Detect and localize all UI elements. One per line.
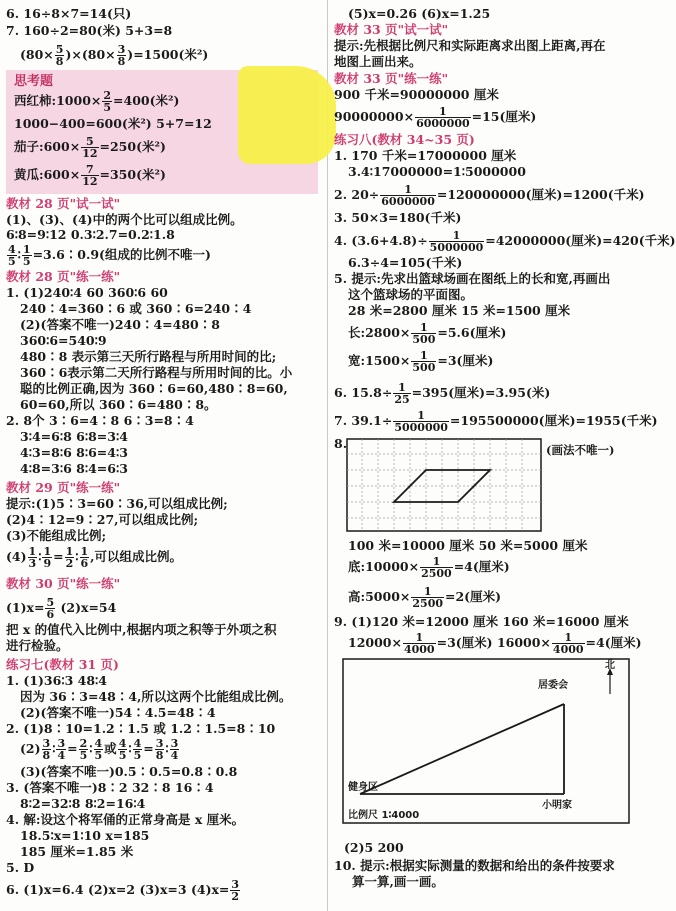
answer-line: 4. (3.6+4.8)÷ $\frac{1}{5000000}$ =42000000(厘米)=420(千米) — [334, 229, 676, 254]
answer-line: 185 厘米=1.85 米 — [20, 844, 134, 859]
fraction: $\frac{1}{4000}$ — [403, 631, 435, 656]
answer-line: 360∶6=540∶9 — [20, 333, 107, 348]
answer-line: 进行检验。 — [6, 638, 69, 653]
answer-line: 9. (1)120 米=12000 厘米 160 米=16000 厘米 — [334, 614, 629, 629]
fraction: $\frac{1}{3}$ — [28, 545, 37, 570]
answer-line: (4) $\frac{1}{3}$ ∶ $\frac{1}{9}$ = $\frac{1}{2}$ ∶ $\frac{1}{6}$ ,可以组成比例。 — [6, 545, 183, 570]
answer-line: (2)4∶12=9∶27,可以组成比例; — [6, 512, 199, 527]
answer-line: 6. 15.8÷ $\frac{1}{25}$ =395(厘米)=3.95(米) — [334, 381, 551, 406]
fraction: $\frac{1}{25}$ — [394, 381, 410, 406]
answer-line: 6. 16÷8×7=14(只) — [6, 6, 132, 21]
answer-line: (3)不能组成比例; — [6, 528, 107, 543]
answer-line: 100 米=10000 厘米 50 米=5000 厘米 — [348, 538, 588, 553]
fraction: $\frac{1}{2}$ — [65, 545, 74, 570]
section-heading: 教材 29 页"练一练" — [6, 480, 121, 495]
section-heading: 教材 30 页"练一练" — [6, 576, 121, 591]
answer-line: (80× $\frac{5}{8}$ )×(80× $\frac{3}{8}$ )=1500(米²) — [20, 43, 209, 68]
fraction: $\frac{3}{2}$ — [231, 878, 240, 903]
fraction: $\frac{1}{9}$ — [43, 545, 52, 570]
answer-line: 聪的比例正确,因为 360∶6=60,480∶8=60, — [20, 381, 288, 396]
answer-line: 1. (1)240∶4 60 360∶6 60 — [6, 285, 168, 300]
answer-line: 360∶6表示第二天所行路程与所用时间的比。小 — [20, 365, 293, 380]
answer-line: 4. 解:设这个将军俑的正常身高是 x 厘米。 — [6, 812, 245, 827]
fraction: $\frac{4}{5}$ — [8, 243, 16, 268]
answer-line: 28 米=2800 厘米 15 米=1500 厘米 — [348, 303, 571, 318]
answer-line: (5)x=0.26 (6)x=1.25 — [348, 6, 491, 21]
answer-line: 茄子:600× $\frac{5}{12}$ =250(米²) — [14, 135, 166, 160]
answer-line: 提示:先根据比例尺和实际距离求出图上距离,再在 — [334, 38, 606, 53]
committee-label: 居委会 — [538, 680, 568, 691]
answer-line: 3. (答案不唯一)8∶2 32∶8 16∶4 — [6, 780, 214, 795]
fraction: $\frac{1}{500}$ — [412, 321, 436, 346]
section-heading: 教材 28 页"练一练" — [6, 269, 121, 284]
answer-line: 6∶8=9∶12 0.3∶2.7=0.2∶1.8 — [6, 227, 175, 242]
answer-line: 底:10000× $\frac{1}{2500}$ =4(厘米) — [348, 555, 510, 580]
answer-line: 黄瓜:600× $\frac{7}{12}$ =350(米²) — [14, 163, 166, 188]
question-number: 8. — [334, 436, 348, 451]
answer-line: 提示:(1)5∶3=60∶36,可以组成比例; — [6, 496, 228, 511]
answer-line: (1)、(3)、(4)中的两个比可以组成比例。 — [6, 212, 243, 227]
fraction: $\frac{1}{6000000}$ — [381, 183, 435, 208]
fraction: $\frac{5}{12}$ — [82, 135, 98, 160]
fraction: $\frac{2}{5}$ — [103, 89, 112, 114]
fraction: $\frac{5}{6}$ — [46, 596, 55, 621]
fraction: $\frac{4}{5}$ — [118, 737, 127, 762]
answer-line: 2. (1)8∶10=1.2∶1.5 或 1.2∶1.5=8∶10 — [6, 721, 276, 736]
section-heading: 教材 33 页"练一练" — [334, 71, 449, 86]
answer-line: (2)(答案不唯一)54∶4.5=48∶4 — [20, 705, 216, 720]
answer-line: 8∶2=32∶8 8∶2=16∶4 — [20, 796, 146, 811]
fraction: $\frac{3}{8}$ — [42, 737, 51, 762]
answer-line: (1)x= $\frac{5}{6}$ (2)x=54 — [6, 596, 117, 621]
fraction: $\frac{5}{8}$ — [55, 43, 64, 68]
answer-line: 1. (1)36∶3 48∶4 — [6, 673, 107, 688]
answer-line: 5. 提示:先求出篮球场画在图纸上的长和宽,再画出 — [334, 271, 611, 286]
answer-line: 宽:1500× $\frac{1}{500}$ =3(厘米) — [348, 349, 494, 374]
section-heading: 练习八(教材 34~35 页) — [334, 132, 475, 147]
answer-line: 因为 36∶3=48∶4,所以这两个比能组成比例。 — [20, 689, 292, 704]
answer-line: 高:5000× $\frac{1}{2500}$ =2(厘米) — [348, 585, 502, 610]
answer-line: 地图上画出来。 — [334, 54, 422, 69]
section-heading: 教材 33 页"试一试" — [334, 22, 449, 37]
community-map-drawing — [342, 658, 632, 826]
answer-line: 480∶8 表示第三天所行路程与所用时间的比; — [20, 349, 277, 364]
answer-line: 240∶4=360∶6 或 360∶6=240∶4 — [20, 301, 252, 316]
answer-line: 2. 20÷ $\frac{1}{6000000}$ =120000000(厘米)=1200(千米) — [334, 183, 645, 208]
section-heading: 练习七(教材 31 页) — [6, 657, 119, 672]
answer-line: 18.5∶x=1∶10 x=185 — [20, 828, 150, 843]
think-section-title: 思考题 — [14, 74, 54, 89]
answer-line: 60=60,所以 360∶6=480∶8。 — [20, 397, 217, 412]
answer-line: 西红柿:1000× $\frac{2}{5}$ =400(米²) — [14, 89, 180, 114]
fraction: $\frac{2}{5}$ — [79, 737, 88, 762]
answer-line: 长:2800× $\frac{1}{500}$ =5.6(厘米) — [348, 321, 507, 346]
fraction: $\frac{3}{4}$ — [57, 737, 66, 762]
north-label: 北 — [605, 660, 615, 671]
fraction: $\frac{1}{6}$ — [80, 545, 89, 570]
answer-line: 1. 170 千米=17000000 厘米 — [334, 148, 517, 163]
highlighter-mark — [238, 66, 336, 164]
answer-line: 4∶8=3∶6 8∶4=6∶3 — [20, 461, 128, 476]
fraction: $\frac{3}{4}$ — [170, 737, 179, 762]
answer-line: 2. 8个 3∶6=4∶8 6∶3=8∶4 — [6, 413, 194, 428]
answer-line: 4∶3=8∶6 8∶6=4∶3 — [20, 445, 128, 460]
fraction: $\frac{1}{5000000}$ — [394, 409, 448, 434]
answer-line: 900 千米=90000000 厘米 — [334, 87, 499, 102]
drawing-note: (画法不唯一) — [546, 443, 615, 457]
fraction: $\frac{3}{8}$ — [117, 43, 126, 68]
fraction: $\frac{1}{2500}$ — [421, 555, 452, 580]
section-heading: 教材 28 页"试一试" — [6, 196, 121, 211]
fraction: $\frac{3}{8}$ — [155, 737, 164, 762]
answer-line: 算一算,画一画。 — [352, 874, 444, 889]
parallelogram-grid-drawing — [346, 438, 542, 532]
fraction: $\frac{7}{12}$ — [82, 163, 98, 188]
fraction: $\frac{4}{5}$ — [133, 737, 142, 762]
answer-line: 把 x 的值代入比例中,根据内项之积等于外项之积 — [6, 622, 277, 637]
fraction: $\frac{1}{5}$ — [22, 243, 31, 268]
answer-line: (3)(答案不唯一)0.5∶0.5=0.8∶0.8 — [20, 764, 238, 779]
answer-line: 这个篮球场的平面图。 — [348, 287, 474, 302]
answer-line: 7. 160÷2=80(米) 5+3=8 — [6, 23, 173, 38]
answer-line: 3.4∶17000000=1∶5000000 — [348, 164, 526, 179]
answer-line: (2) $\frac{3}{8}$ ∶ $\frac{3}{4}$ = $\frac{2}{5}$ ∶ $\frac{4}{5}$ 或 $\frac{4}{5}$ ∶ $\frac{4}{5}$ = $\frac{3}{8}$ ∶ $\frac{3}{4}$ — [20, 737, 179, 762]
answer-line: 90000000× $\frac{1}{6000000}$ =15(厘米) — [334, 105, 537, 130]
fraction: $\frac{1}{4000}$ — [552, 631, 584, 656]
scale-label: 比例尺 1∶4000 — [348, 810, 420, 821]
answer-line: 6. (1)x=6.4 (2)x=2 (3)x=3 (4)x= $\frac{3}{2}$ — [6, 878, 240, 903]
fraction: $\frac{4}{5}$ — [94, 737, 103, 762]
fitness-area-label: 健身区 — [348, 782, 378, 793]
answer-line: 3. 50×3=180(千米) — [334, 210, 462, 225]
home-label: 小明家 — [542, 800, 572, 811]
answer-line: 1000−400=600(米²) 5+7=12 — [14, 116, 212, 131]
answer-line: (2)5 200 — [344, 840, 404, 855]
answer-line: (2)(答案不唯一)240∶4=480∶8 — [20, 317, 220, 332]
answer-line: 10. 提示:根据实际测量的数据和给出的条件按要求 — [334, 858, 615, 873]
answer-line: $\frac{4}{5}$ ∶ $\frac{1}{5}$ =3.6∶0.9(组成的比例不唯一) — [8, 243, 211, 268]
answer-line: 7. 39.1÷ $\frac{1}{5000000}$ =195500000(厘米)=1955(千米) — [334, 409, 658, 434]
answer-line: 12000× $\frac{1}{4000}$ =3(厘米) 16000× $\frac{1}{4000}$ =4(厘米) — [348, 631, 642, 656]
fraction: $\frac{1}{5000000}$ — [429, 229, 484, 254]
answer-line: 6.3÷4=105(千米) — [348, 255, 463, 270]
fraction: $\frac{1}{500}$ — [412, 349, 436, 374]
fraction: $\frac{1}{6000000}$ — [416, 105, 470, 130]
answer-line: 3∶4=6∶8 6∶8=3∶4 — [20, 429, 128, 444]
answer-line: 5. D — [6, 860, 35, 875]
fraction: $\frac{1}{2500}$ — [412, 585, 444, 610]
